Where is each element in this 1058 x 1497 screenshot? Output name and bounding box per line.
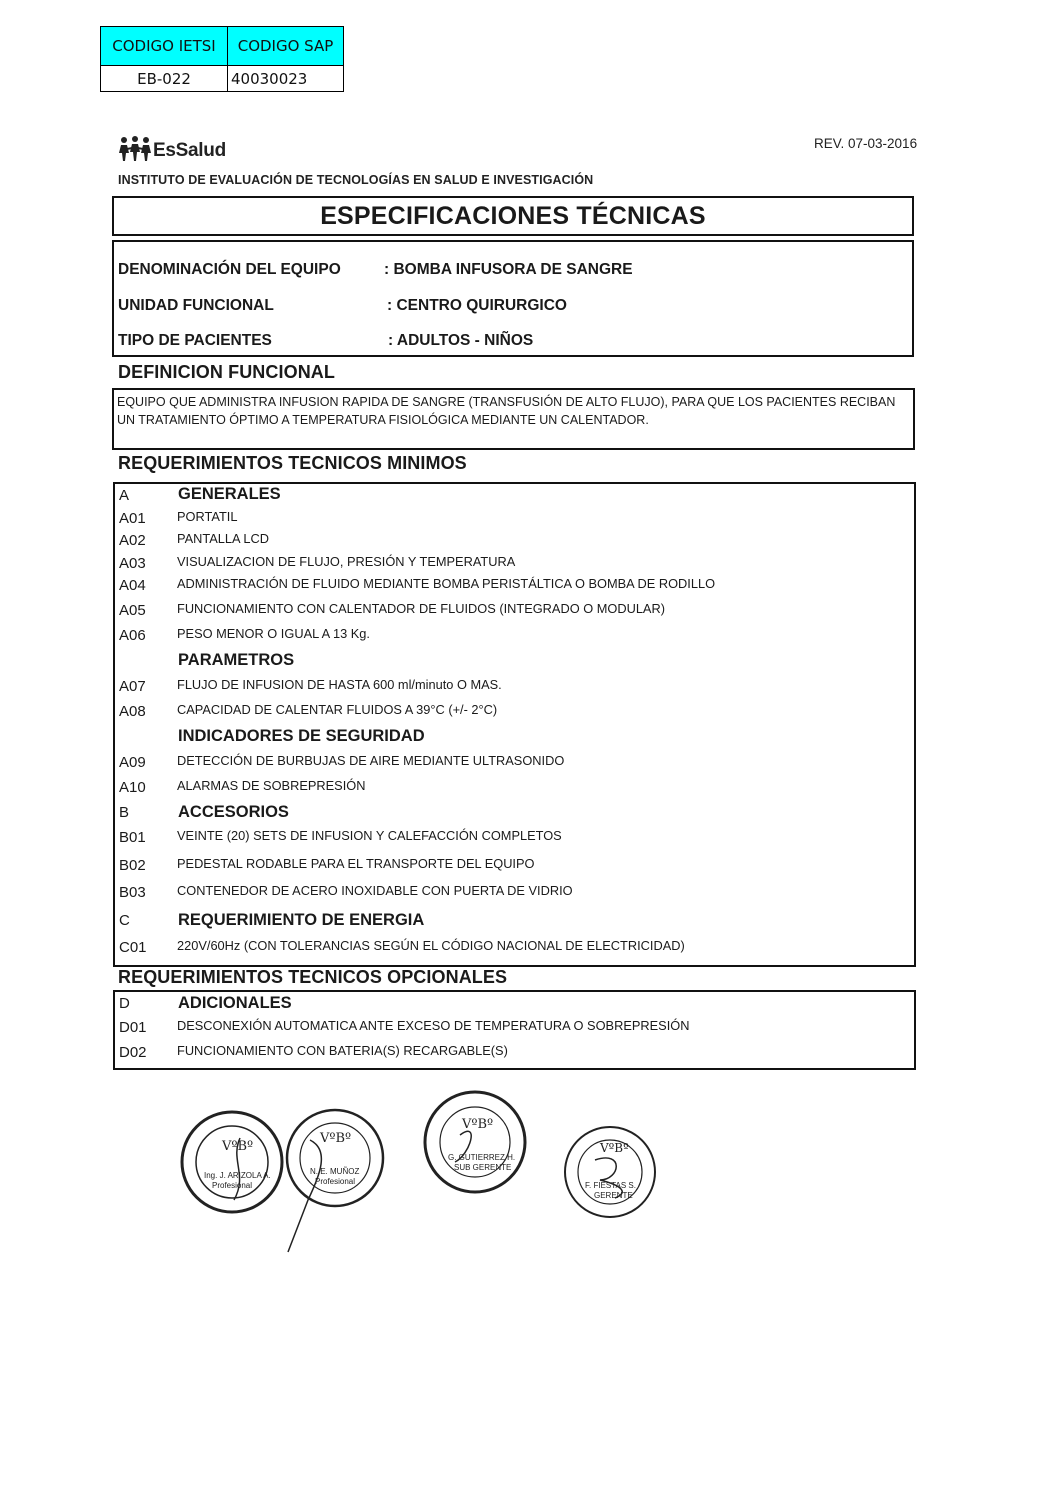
stamp-name: G. GUTIERREZ H. [448,1153,516,1162]
group-heading: INDICADORES DE SEGURIDAD [178,727,425,745]
essalud-logo [118,136,226,162]
institute-name: INSTITUTO DE EVALUACIÓN DE TECNOLOGÍAS EN SALUD E INVESTIGACIÓN [118,173,594,187]
stamp-arizola [182,1112,282,1212]
row-code: D01 [119,1019,147,1036]
stamp-mark: VºBº [462,1117,494,1132]
row-code: A05 [119,602,146,619]
requirement-text: FUNCIONAMIENTO CON BATERIA(S) RECARGABLE(S) [177,1043,508,1058]
optional-requirements-heading: REQUERIMIENTOS TECNICOS OPCIONALES [118,967,508,987]
requirement-text: 220V/60Hz (CON TOLERANCIAS SEGÚN EL CÓDIGO NACIONAL DE ELECTRICIDAD) [177,938,685,953]
row-code: C01 [119,939,147,956]
requirement-text: PEDESTAL RODABLE PARA EL TRANSPORTE DEL EQUIPO [177,856,535,871]
requirement-text: CAPACIDAD DE CALENTAR FLUIDOS A 39°C (+/- 2°C) [177,702,498,717]
approval-stamps [170,1080,690,1260]
group-heading: REQUERIMIENTO DE ENERGIA [178,911,425,929]
row-code: D02 [119,1044,147,1061]
stamp-name: F. FIESTAS S. [585,1181,636,1190]
stamp-role: Profesional [315,1177,356,1186]
row-code: A02 [119,532,146,549]
row-code: A03 [119,555,146,572]
codes-value-row [101,66,344,92]
requirement-text: CONTENEDOR DE ACERO INOXIDABLE CON PUERTA DE VIDRIO [177,883,573,898]
row-code: B02 [119,857,146,874]
requirement-text: PESO MENOR O IGUAL A 13 Kg. [177,626,370,641]
stamp-name: N. E. MUÑOZ [310,1167,360,1176]
row-code: A10 [119,779,146,796]
revision-date: REV. 07-03-2016 [814,136,918,151]
row-code: A08 [119,703,146,720]
row-code: A09 [119,754,146,771]
requirement-text: FLUJO DE INFUSION DE HASTA 600 ml/minuto O MAS. [177,677,502,692]
row-code: D [119,995,130,1012]
group-heading: PARAMETROS [178,651,295,669]
title-box [112,196,914,236]
group-heading: ACCESORIOS [178,803,289,821]
requirement-text: FUNCIONAMIENTO CON CALENTADOR DE FLUIDOS (INTEGRADO O MODULAR) [177,601,665,616]
value-codigo-sap: 40030023 [228,66,344,92]
stamp-mark: VºBº [600,1141,629,1155]
info-value: : BOMBA INFUSORA DE SANGRE [384,261,633,278]
stamp-role: SUB GERENTE [454,1163,512,1172]
info-value: : CENTRO QUIRURGICO [387,297,567,314]
equipment-info-box [112,240,914,357]
requirement-text: DESCONEXIÓN AUTOMATICA ANTE EXCESO DE TEMPERATURA O SOBREPRESIÓN [177,1018,690,1033]
info-label: DENOMINACIÓN DEL EQUIPO [118,261,341,278]
family-icon [118,136,152,162]
requirement-text: VEINTE (20) SETS DE INFUSION Y CALEFACCIÓN COMPLETOS [177,828,562,843]
header-codigo-ietsi: CODIGO IETSI [101,27,228,66]
stamp-role: GERENTE [594,1191,633,1200]
group-heading: ADICIONALES [178,994,292,1012]
stamp-mark: VºBº [222,1139,254,1154]
requirement-text: PORTATIL [177,509,238,524]
logo-text: EsSalud [153,140,226,161]
definition-heading: DEFINICION FUNCIONAL [118,362,335,382]
requirement-text: VISUALIZACION DE FLUJO, PRESIÓN Y TEMPERATURA [177,554,516,569]
stamp-role: Profesional [212,1181,253,1190]
row-code: A04 [119,577,146,594]
row-code: A07 [119,678,146,695]
row-code: B [119,804,130,821]
value-codigo-ietsi: EB-022 [101,66,228,92]
group-heading: GENERALES [178,485,281,503]
optional-requirements-box [113,990,916,1070]
info-value: : ADULTOS - NIÑOS [388,332,534,349]
row-code: A [119,487,130,504]
stamp-mark: VºBº [320,1131,352,1146]
codes-table [100,26,344,92]
requirement-text: DETECCIÓN DE BURBUJAS DE AIRE MEDIANTE ULTRASONIDO [177,753,565,768]
requirement-text: ADMINISTRACIÓN DE FLUIDO MEDIANTE BOMBA PERISTÁLTICA O BOMBA DE RODILLO [177,576,716,591]
row-code: A06 [119,627,146,644]
page-title: ESPECIFICACIONES TÉCNICAS [320,201,706,230]
stamp-name: Ing. J. ARIZOLA A. [204,1171,271,1180]
row-code: B01 [119,829,146,846]
info-label: TIPO DE PACIENTES [118,332,272,349]
info-label: UNIDAD FUNCIONAL [118,297,274,314]
codes-header-row [101,27,344,66]
requirement-text: PANTALLA LCD [177,531,269,546]
row-code: C [119,912,130,929]
stamp-fiestas [565,1127,655,1217]
requirement-text: ALARMAS DE SOBREPRESIÓN [177,778,366,793]
header-codigo-sap: CODIGO SAP [228,27,344,66]
stamp-munoz [287,1110,383,1252]
minimum-requirements-heading: REQUERIMIENTOS TECNICOS MINIMOS [118,453,467,473]
row-code: B03 [119,884,146,901]
row-code: A01 [119,510,146,527]
stamp-gutierrez [425,1092,525,1192]
definition-box [112,388,915,450]
minimum-requirements-box [113,482,916,967]
definition-text: EQUIPO QUE ADMINISTRA INFUSION RAPIDA DE SANGRE (TRANSFUSIÓN DE ALTO FLUJO), PARA QUE LOS PACIENTES RECIBAN UN TRATAMIENTO ÓPTIMO A TEMPERATURA FISIOLÓGICA MEDIANTE UN CALENTADOR. [117,395,896,427]
